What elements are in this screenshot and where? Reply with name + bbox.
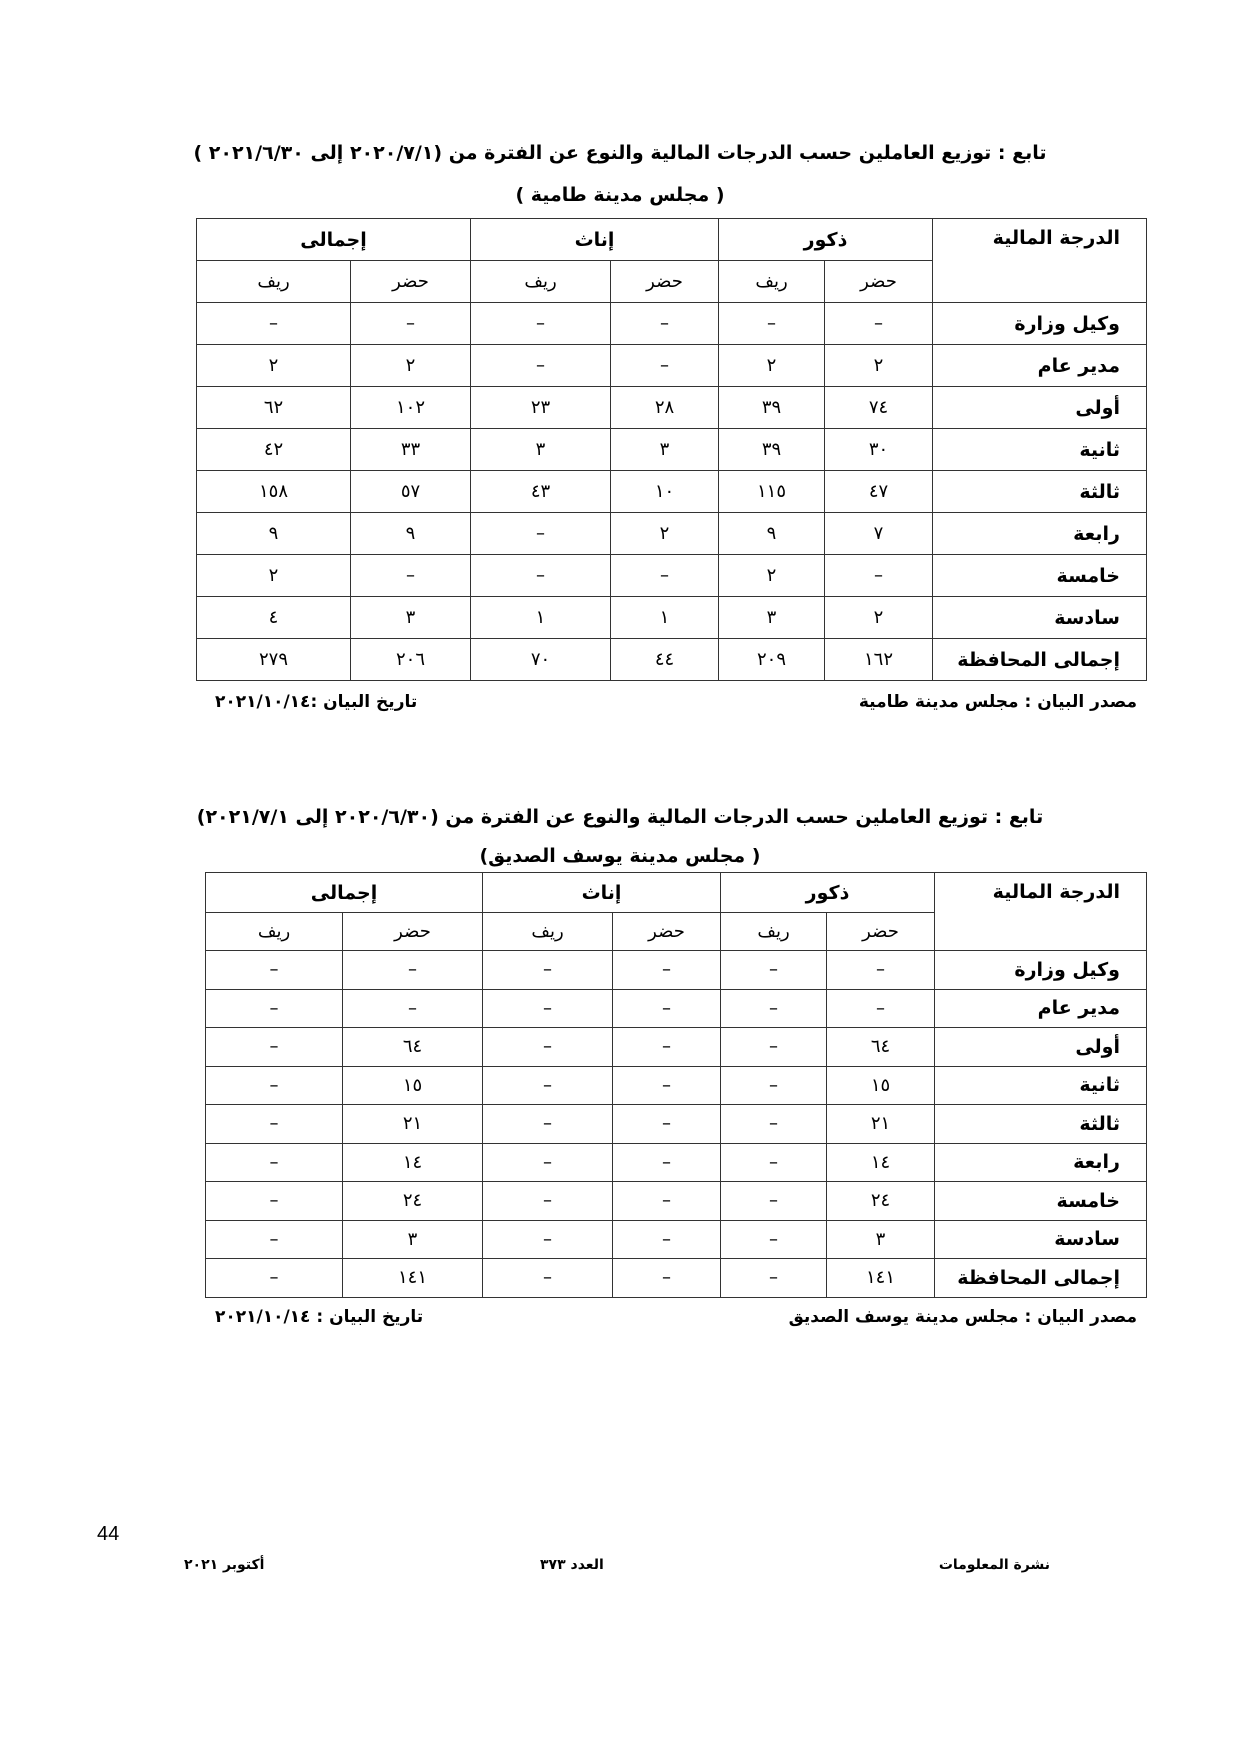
value-cell: ٣٩ xyxy=(719,387,825,429)
value-cell: – xyxy=(827,989,935,1028)
value-cell: ١٠٢ xyxy=(351,387,471,429)
value-cell: ٤٣ xyxy=(471,471,611,513)
rural-header: ريف xyxy=(197,261,351,303)
urban-header: حضر xyxy=(825,261,933,303)
value-cell: ٢ xyxy=(825,597,933,639)
table-row xyxy=(197,471,1147,513)
value-cell: ٢ xyxy=(825,345,933,387)
value-cell: – xyxy=(343,989,483,1028)
value-cell: ٩ xyxy=(197,513,351,555)
table-row xyxy=(197,639,1147,681)
value-cell: – xyxy=(206,1105,343,1144)
value-cell: ٢٣ xyxy=(471,387,611,429)
value-cell: ٣ xyxy=(719,597,825,639)
value-cell: ٢ xyxy=(197,345,351,387)
value-cell: – xyxy=(483,1028,613,1067)
value-cell: ٢ xyxy=(719,345,825,387)
grade-cell: رابعة xyxy=(933,513,1147,555)
females-header: إناث xyxy=(471,219,719,261)
table-row xyxy=(197,513,1147,555)
value-cell: – xyxy=(613,1066,721,1105)
value-cell: ١ xyxy=(611,597,719,639)
value-cell: ٢١ xyxy=(827,1105,935,1144)
value-cell: ٢ xyxy=(351,345,471,387)
grade-cell: سادسة xyxy=(933,597,1147,639)
grade-cell: ثانية xyxy=(933,429,1147,471)
value-cell: – xyxy=(613,1220,721,1259)
urban-header: حضر xyxy=(343,913,483,951)
value-cell: ٢٤ xyxy=(343,1182,483,1221)
value-cell: ٢٧٩ xyxy=(197,639,351,681)
value-cell: – xyxy=(206,1066,343,1105)
table2-date: تاريخ البيان : ٢٠٢١/١٠/١٤ xyxy=(215,1307,424,1327)
value-cell: – xyxy=(471,555,611,597)
rural-header: ريف xyxy=(483,913,613,951)
value-cell: – xyxy=(206,1182,343,1221)
value-cell: ٢٨ xyxy=(611,387,719,429)
value-cell: ١٥٨ xyxy=(197,471,351,513)
total-header: إجمالى xyxy=(197,219,471,261)
grade-cell: رابعة xyxy=(935,1143,1147,1182)
table-row xyxy=(197,387,1147,429)
value-cell: – xyxy=(351,555,471,597)
table-row xyxy=(197,429,1147,471)
table-row xyxy=(197,303,1147,345)
value-cell: ٢ xyxy=(719,555,825,597)
value-cell: ٤٧ xyxy=(825,471,933,513)
value-cell: – xyxy=(471,513,611,555)
value-cell: ١ xyxy=(471,597,611,639)
table2-title: تابع : توزيع العاملين حسب الدرجات المالية والنوع عن الفترة من (٢٠٢٠/٦/٣٠ إلى ٢٠٢١/٧/١) xyxy=(196,806,1044,828)
grade-cell: سادسة xyxy=(935,1220,1147,1259)
value-cell: – xyxy=(197,303,351,345)
table-row xyxy=(206,1066,1147,1105)
value-cell: – xyxy=(343,951,483,990)
value-cell: ١٤١ xyxy=(827,1259,935,1298)
total-header: إجمالى xyxy=(206,873,483,913)
value-cell: – xyxy=(206,989,343,1028)
value-cell: ٢٠٦ xyxy=(351,639,471,681)
footer-issue: العدد ٣٧٣ xyxy=(540,1557,604,1573)
value-cell: – xyxy=(611,555,719,597)
grade-cell: ثالثة xyxy=(933,471,1147,513)
table-row xyxy=(206,1143,1147,1182)
table-row xyxy=(206,1259,1147,1298)
value-cell: ٣ xyxy=(343,1220,483,1259)
value-cell: – xyxy=(825,555,933,597)
table1-title: تابع : توزيع العاملين حسب الدرجات المالية والنوع عن الفترة من (٢٠٢٠/٧/١ إلى ٢٠٢١/٦/٣٠ ) xyxy=(193,142,1047,164)
table-row xyxy=(197,345,1147,387)
value-cell: ٣٩ xyxy=(719,429,825,471)
value-cell: – xyxy=(613,951,721,990)
value-cell: ٣ xyxy=(471,429,611,471)
value-cell: – xyxy=(613,1259,721,1298)
urban-header: حضر xyxy=(613,913,721,951)
grade-cell: إجمالى المحافظة xyxy=(935,1259,1147,1298)
females-header: إناث xyxy=(483,873,721,913)
value-cell: – xyxy=(721,1105,827,1144)
grade-cell: ثالثة xyxy=(935,1105,1147,1144)
value-cell: – xyxy=(721,1182,827,1221)
table1-source: مصدر البيان : مجلس مدينة طامية xyxy=(858,692,1137,712)
footer-bulletin: نشرة المعلومات xyxy=(938,1557,1050,1573)
value-cell: – xyxy=(483,1105,613,1144)
value-cell: – xyxy=(483,951,613,990)
value-cell: ٥٧ xyxy=(351,471,471,513)
males-header: ذكور xyxy=(721,873,935,913)
value-cell: ٣ xyxy=(827,1220,935,1259)
value-cell: ٣ xyxy=(351,597,471,639)
value-cell: ٧٤ xyxy=(825,387,933,429)
grade-cell: خامسة xyxy=(935,1182,1147,1221)
value-cell: ١٤ xyxy=(343,1143,483,1182)
value-cell: ٦٤ xyxy=(827,1028,935,1067)
table-row xyxy=(206,1105,1147,1144)
value-cell: – xyxy=(483,1182,613,1221)
value-cell: – xyxy=(613,1105,721,1144)
table2 xyxy=(205,872,1147,1298)
value-cell: ٢٠٩ xyxy=(719,639,825,681)
value-cell: – xyxy=(613,1182,721,1221)
value-cell: ١١٥ xyxy=(719,471,825,513)
value-cell: ٧٠ xyxy=(471,639,611,681)
value-cell: – xyxy=(206,1259,343,1298)
value-cell: ٢٤ xyxy=(827,1182,935,1221)
value-cell: – xyxy=(206,951,343,990)
grade-cell: إجمالى المحافظة xyxy=(933,639,1147,681)
table-row xyxy=(206,1028,1147,1067)
value-cell: ٦٢ xyxy=(197,387,351,429)
value-cell: – xyxy=(483,989,613,1028)
urban-header: حضر xyxy=(351,261,471,303)
value-cell: ٣٠ xyxy=(825,429,933,471)
grade-cell: مدير عام xyxy=(935,989,1147,1028)
value-cell: ٦٤ xyxy=(343,1028,483,1067)
value-cell: – xyxy=(721,1143,827,1182)
value-cell: ٩ xyxy=(719,513,825,555)
value-cell: – xyxy=(483,1066,613,1105)
grade-cell: وكيل وزارة xyxy=(935,951,1147,990)
value-cell: ٩ xyxy=(351,513,471,555)
value-cell: – xyxy=(206,1143,343,1182)
table2-source: مصدر البيان : مجلس مدينة يوسف الصديق xyxy=(788,1307,1137,1327)
rural-header: ريف xyxy=(721,913,827,951)
value-cell: ١٤١ xyxy=(343,1259,483,1298)
value-cell: ٧ xyxy=(825,513,933,555)
grade-header: الدرجة المالية xyxy=(935,873,1147,951)
value-cell: – xyxy=(719,303,825,345)
table-row xyxy=(206,989,1147,1028)
value-cell: ٢ xyxy=(197,555,351,597)
grade-header: الدرجة المالية xyxy=(933,219,1147,303)
table-row xyxy=(206,1220,1147,1259)
value-cell: – xyxy=(483,1143,613,1182)
value-cell: ٤٢ xyxy=(197,429,351,471)
value-cell: ١٥ xyxy=(827,1066,935,1105)
value-cell: – xyxy=(721,951,827,990)
rural-header: ريف xyxy=(471,261,611,303)
grade-cell: وكيل وزارة xyxy=(933,303,1147,345)
value-cell: – xyxy=(825,303,933,345)
table2-subtitle: ( مجلس مدينة يوسف الصديق) xyxy=(479,845,761,867)
value-cell: ١٤ xyxy=(827,1143,935,1182)
value-cell: – xyxy=(827,951,935,990)
value-cell: – xyxy=(471,303,611,345)
table-row xyxy=(197,597,1147,639)
value-cell: – xyxy=(206,1220,343,1259)
value-cell: – xyxy=(483,1220,613,1259)
value-cell: – xyxy=(611,345,719,387)
value-cell: – xyxy=(611,303,719,345)
value-cell: ٣٣ xyxy=(351,429,471,471)
table1-date: تاريخ البيان :٢٠٢١/١٠/١٤ xyxy=(215,692,418,712)
value-cell: ٤٤ xyxy=(611,639,719,681)
value-cell: – xyxy=(613,1028,721,1067)
value-cell: – xyxy=(721,1259,827,1298)
value-cell: ٢ xyxy=(611,513,719,555)
value-cell: – xyxy=(721,1220,827,1259)
urban-header: حضر xyxy=(611,261,719,303)
value-cell: – xyxy=(483,1259,613,1298)
value-cell: ١٠ xyxy=(611,471,719,513)
grade-cell: أولى xyxy=(933,387,1147,429)
value-cell: ٢١ xyxy=(343,1105,483,1144)
table-row xyxy=(206,951,1147,990)
grade-cell: خامسة xyxy=(933,555,1147,597)
value-cell: – xyxy=(721,1066,827,1105)
value-cell: – xyxy=(206,1028,343,1067)
value-cell: – xyxy=(613,1143,721,1182)
value-cell: – xyxy=(721,989,827,1028)
table1 xyxy=(196,218,1147,681)
grade-cell: أولى xyxy=(935,1028,1147,1067)
rural-header: ريف xyxy=(206,913,343,951)
footer-date: أكتوبر ٢٠٢١ xyxy=(184,1557,265,1573)
page-number: 44 xyxy=(97,1523,120,1545)
value-cell: ١٥ xyxy=(343,1066,483,1105)
table-row xyxy=(197,555,1147,597)
table1-subtitle: ( مجلس مدينة طامية ) xyxy=(515,184,725,206)
males-header: ذكور xyxy=(719,219,933,261)
table-row xyxy=(206,1182,1147,1221)
value-cell: – xyxy=(471,345,611,387)
value-cell: – xyxy=(721,1028,827,1067)
value-cell: – xyxy=(351,303,471,345)
grade-cell: مدير عام xyxy=(933,345,1147,387)
value-cell: – xyxy=(613,989,721,1028)
value-cell: ٣ xyxy=(611,429,719,471)
urban-header: حضر xyxy=(827,913,935,951)
grade-cell: ثانية xyxy=(935,1066,1147,1105)
value-cell: ٤ xyxy=(197,597,351,639)
value-cell: ١٦٢ xyxy=(825,639,933,681)
rural-header: ريف xyxy=(719,261,825,303)
